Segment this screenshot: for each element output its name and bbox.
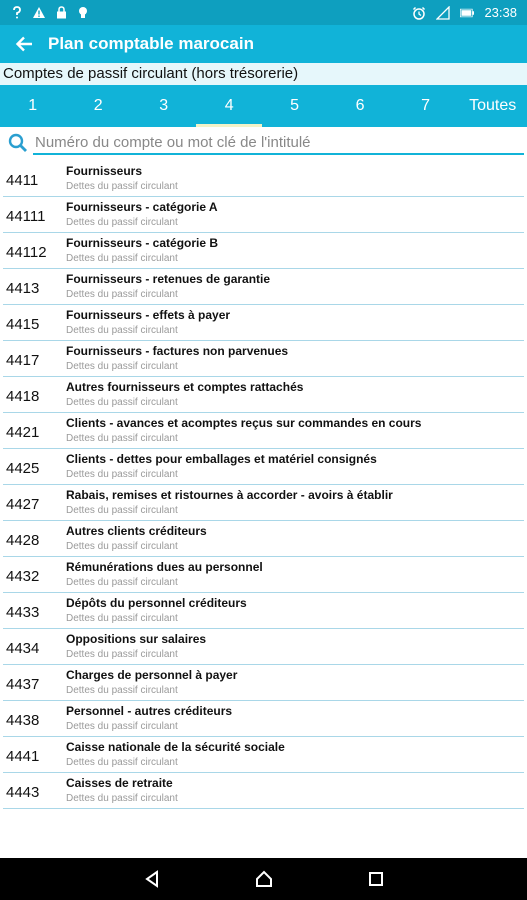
category-subtitle: Comptes de passif circulant (hors trésorerie): [0, 63, 527, 85]
account-row[interactable]: [3, 269, 524, 305]
account-row[interactable]: [3, 629, 524, 665]
account-label: Fournisseurs - retenues de garantie: [66, 272, 271, 286]
battery-icon: [460, 6, 474, 20]
account-row[interactable]: [3, 737, 524, 773]
account-category: Dettes du passif circulant: [66, 721, 178, 732]
tab-label: 3: [159, 97, 169, 114]
app-bar: [0, 25, 527, 63]
account-list: [3, 161, 524, 809]
tab-2[interactable]: [65, 85, 130, 127]
account-texts: [63, 233, 524, 268]
page-title: Plan comptable marocain: [48, 34, 254, 53]
account-category: Dettes du passif circulant: [66, 469, 178, 480]
account-texts: [63, 737, 524, 772]
account-category: Dettes du passif circulant: [66, 793, 178, 804]
account-code: 4421: [6, 424, 40, 441]
tab-label: 1: [28, 97, 38, 114]
account-code: 4443: [6, 784, 40, 801]
account-code: 4425: [6, 460, 40, 477]
account-category: Dettes du passif circulant: [66, 181, 178, 192]
account-category: Dettes du passif circulant: [66, 541, 178, 552]
account-row[interactable]: [3, 593, 524, 629]
account-label: Rémunérations dues au personnel: [66, 560, 263, 574]
account-row[interactable]: [3, 377, 524, 413]
account-category: Dettes du passif circulant: [66, 361, 178, 372]
account-texts: [63, 449, 524, 484]
status-bar: [0, 0, 527, 25]
account-category: Dettes du passif circulant: [66, 325, 178, 336]
account-category: Dettes du passif circulant: [66, 505, 178, 516]
account-texts: [63, 701, 524, 736]
class-tabs: [0, 85, 527, 127]
tab-7[interactable]: [393, 85, 458, 127]
tab-1[interactable]: [0, 85, 65, 127]
alarm-icon: [412, 6, 426, 20]
account-label: Fournisseurs - effets à payer: [66, 308, 231, 322]
account-label: Clients - avances et acomptes reçus sur commandes en cours: [66, 416, 422, 430]
account-texts: [63, 557, 524, 592]
account-texts: [63, 341, 524, 376]
account-row[interactable]: [3, 161, 524, 197]
tab-3[interactable]: [131, 85, 196, 127]
account-code: 4427: [6, 496, 40, 513]
back-button[interactable]: [0, 25, 48, 63]
account-row[interactable]: [3, 305, 524, 341]
tab-label: 7: [421, 97, 430, 114]
account-label: Dépôts du personnel créditeurs: [66, 596, 247, 610]
triangle-back-icon: [144, 870, 160, 888]
account-row[interactable]: [3, 521, 524, 557]
tab-label: 4: [224, 97, 234, 114]
account-row[interactable]: [3, 665, 524, 701]
account-category: Dettes du passif circulant: [66, 649, 178, 660]
account-code: 4441: [6, 748, 40, 765]
lock-icon: [54, 6, 68, 20]
account-label: Fournisseurs - catégorie A: [66, 200, 218, 214]
account-category: Dettes du passif circulant: [66, 397, 178, 408]
account-code: 4432: [6, 568, 40, 585]
tab-5[interactable]: [262, 85, 327, 127]
account-label: Fournisseurs - factures non parvenues: [66, 344, 289, 358]
account-code: 4434: [6, 640, 40, 657]
signal-icon: [436, 6, 450, 20]
question-icon: [10, 6, 24, 20]
account-texts: [63, 485, 524, 520]
account-row[interactable]: [3, 701, 524, 737]
search-bar: [3, 129, 524, 157]
account-code: 44111: [6, 208, 46, 225]
account-row[interactable]: [3, 413, 524, 449]
account-texts: [63, 521, 524, 556]
account-label: Caisses de retraite: [66, 776, 173, 790]
status-icons-right: [412, 5, 517, 20]
account-row[interactable]: [3, 557, 524, 593]
account-category: Dettes du passif circulant: [66, 217, 178, 228]
account-code: 4411: [6, 172, 39, 189]
account-label: Autres clients créditeurs: [66, 524, 207, 538]
tab-toutes[interactable]: [458, 85, 527, 127]
account-category: Dettes du passif circulant: [66, 685, 178, 696]
search-input[interactable]: [33, 131, 524, 155]
account-texts: [63, 269, 524, 304]
lightbulb-icon: [76, 6, 90, 20]
account-code: 4415: [6, 316, 40, 333]
tab-6[interactable]: [327, 85, 392, 127]
tab-4[interactable]: [196, 85, 261, 127]
account-category: Dettes du passif circulant: [66, 577, 178, 588]
nav-back-button[interactable]: [140, 867, 164, 891]
account-label: Fournisseurs - catégorie B: [66, 236, 219, 250]
account-row[interactable]: [3, 485, 524, 521]
account-texts: [63, 377, 524, 412]
nav-recents-button[interactable]: [364, 867, 388, 891]
account-texts: [63, 161, 524, 196]
account-label: Clients - dettes pour emballages et matériel consignés: [66, 452, 377, 466]
account-category: Dettes du passif circulant: [66, 253, 178, 264]
account-row[interactable]: [3, 233, 524, 269]
account-row[interactable]: [3, 341, 524, 377]
account-category: Dettes du passif circulant: [66, 433, 178, 444]
account-category: Dettes du passif circulant: [66, 289, 178, 300]
arrow-left-icon: [15, 36, 33, 52]
account-texts: [63, 305, 524, 340]
status-icons-left: [10, 6, 90, 20]
account-label: Personnel - autres créditeurs: [66, 704, 233, 718]
nav-home-button[interactable]: [252, 867, 276, 891]
account-code: 4433: [6, 604, 40, 621]
account-texts: [63, 593, 524, 628]
account-row[interactable]: [3, 773, 524, 809]
account-texts: [63, 665, 524, 700]
account-label: Caisse nationale de la sécurité sociale: [66, 740, 285, 754]
account-label: Rabais, remises et ristournes à accorder - avoirs à établir: [66, 488, 393, 502]
tab-label: 5: [290, 97, 300, 114]
account-texts: [63, 629, 524, 664]
account-label: Autres fournisseurs et comptes rattachés: [66, 380, 304, 394]
account-code: 4417: [6, 352, 40, 369]
account-texts: [63, 197, 524, 232]
account-row[interactable]: [3, 197, 524, 233]
account-code: 4418: [6, 388, 40, 405]
home-icon: [255, 870, 273, 888]
account-label: Charges de personnel à payer: [66, 668, 238, 682]
account-category: Dettes du passif circulant: [66, 613, 178, 624]
account-code: 44112: [6, 244, 47, 261]
warning-icon: [32, 6, 46, 20]
account-code: 4413: [6, 280, 40, 297]
account-category: Dettes du passif circulant: [66, 757, 178, 768]
tab-label: Toutes: [469, 97, 517, 114]
account-row[interactable]: [3, 449, 524, 485]
status-time: 23:38: [484, 5, 517, 20]
square-recents-icon: [368, 871, 384, 887]
search-icon: [3, 129, 33, 157]
account-code: 4438: [6, 712, 40, 729]
account-texts: [63, 773, 524, 808]
account-label: Oppositions sur salaires: [66, 632, 207, 646]
account-code: 4437: [6, 676, 40, 693]
tab-label: 6: [355, 97, 365, 114]
account-code: 4428: [6, 532, 40, 549]
account-texts: [63, 413, 524, 448]
account-label: Fournisseurs: [66, 164, 143, 178]
tab-label: 2: [93, 97, 103, 114]
navigation-bar: [0, 858, 527, 900]
